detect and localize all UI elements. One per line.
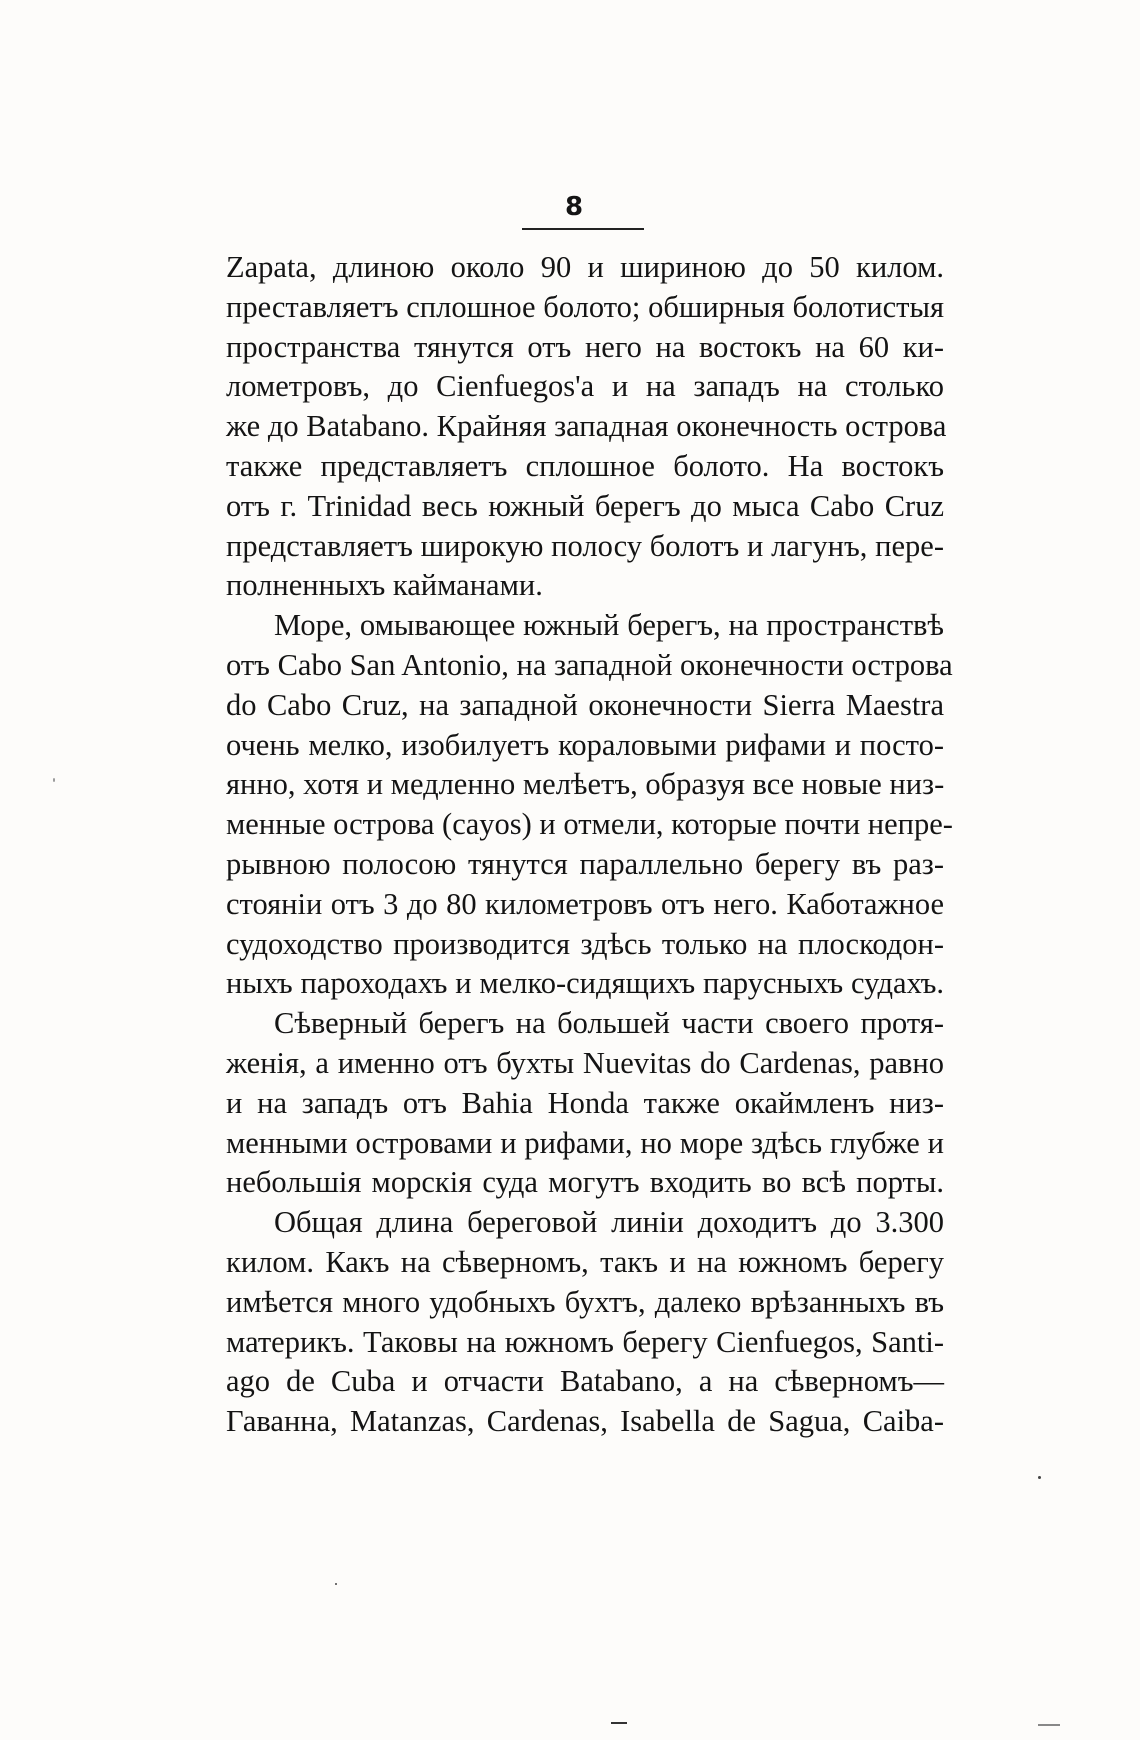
text-line: преставляетъ сплошное болото; обширныя болотистыя	[226, 289, 944, 324]
text-line: менными островами и рифами, но море здѣсь глубже и	[226, 1125, 944, 1160]
scan-speck	[335, 1583, 337, 1585]
scan-mark	[1038, 1724, 1060, 1726]
text-line: Общая длина береговой линiи доходитъ до 3.300	[274, 1205, 944, 1240]
paragraph	[226, 1203, 944, 1442]
text-body	[226, 248, 953, 1442]
text-line: Zapata, длиною около 90 и шириною до 50 килом.	[226, 250, 944, 284]
text-line: килом. Какъ на сѣверномъ, такъ и на южномъ берегу	[226, 1244, 944, 1279]
text-line: небольшiя морскiя суда могутъ входить во всѣ порты.	[226, 1165, 944, 1200]
text-line: стоянiи отъ 3 до 80 километровъ отъ него. Каботажное	[226, 886, 944, 921]
text-line: рывною полосою тянутся параллельно берегу въ раз-	[226, 846, 944, 881]
text-line: Море, омывающее южный берегъ, на пространствѣ	[274, 608, 944, 643]
paragraph	[226, 1004, 944, 1203]
text-line: do Cabo Cruz, на западной оконечности Sierra Maestra	[226, 687, 944, 722]
text-line: материкъ. Таковы на южномъ берегу Cienfuegos, Santi-	[226, 1324, 944, 1359]
paragraph	[226, 248, 947, 606]
scan-speck	[1038, 1476, 1041, 1479]
text-line: женiя, а именно отъ бухты Nuevitas do Cardenas, равно	[226, 1045, 944, 1080]
page-number: 8	[564, 192, 584, 222]
header-rule	[522, 228, 644, 230]
text-line: же до Batabano. Крайняя западная оконечность острова	[226, 409, 947, 444]
text-line: ныхъ пароходахъ и мелко-сидящихъ парусныхъ судахъ.	[226, 966, 944, 1001]
text-line: полненныхъ кайманами.	[226, 568, 543, 603]
text-line: Гаванна, Matanzas, Cardenas, Isabella de Sagua, Caiba-	[226, 1404, 944, 1439]
text-line: также представляетъ сплошное болото. На востокъ	[226, 448, 944, 483]
text-line: лометровъ, до Cienfuegos'а и на западъ на столько	[226, 369, 944, 404]
text-line: отъ г. Trinidad весь южный берегъ до мыса Cabo Cruz	[226, 488, 944, 523]
text-line: ago de Cuba и отчасти Batabano, а на сѣверномъ—	[226, 1364, 944, 1399]
text-line: и на западъ отъ Bahia Honda также окаймленъ низ-	[226, 1085, 944, 1120]
paragraph	[226, 606, 953, 1004]
scan-speck	[53, 778, 55, 782]
text-line: Сѣверный берегъ на большей части своего протя-	[274, 1006, 944, 1041]
text-line: судоходство производится здѣсь только на плоскодон-	[226, 926, 944, 961]
text-line: отъ Cabo San Antonio, на западной оконечности острова	[226, 647, 953, 682]
text-line: очень мелко, изобилуетъ кораловыми рифами и посто-	[226, 727, 944, 762]
text-line: янно, хотя и медленно мелѣетъ, образуя все новые низ-	[226, 767, 945, 802]
text-line: пространства тянутся отъ него на востокъ на 60 ки-	[226, 329, 944, 364]
text-line: имѣется много удобныхъ бухтъ, далеко врѣзанныхъ въ	[226, 1284, 944, 1319]
scan-mark	[611, 1722, 627, 1724]
text-line: менные острова (cayos) и отмели, которые почти непре-	[226, 807, 953, 842]
text-line: представляетъ широкую полосу болотъ и лагунъ, пере-	[226, 528, 944, 563]
